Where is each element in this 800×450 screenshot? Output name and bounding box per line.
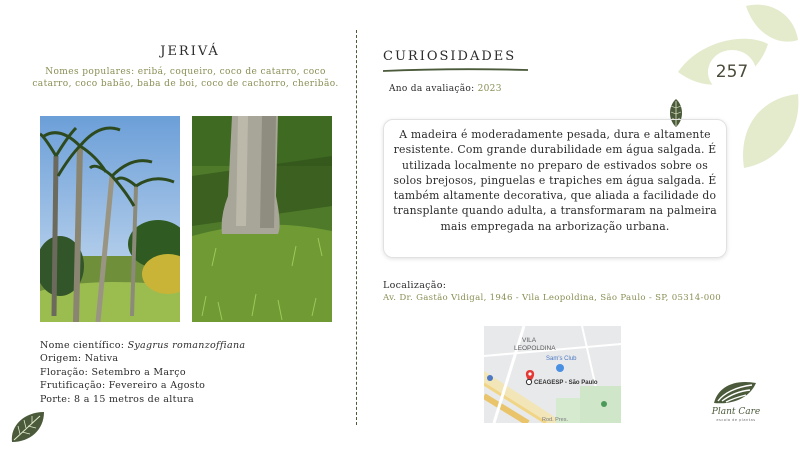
map-poi-label: Sam's Club (546, 356, 577, 362)
plant-facts (40, 339, 330, 406)
title-underline (383, 68, 528, 73)
fruiting-row: Frutificação: Fevereiro a Agosto (40, 380, 206, 392)
palm-trunk-photo (192, 116, 332, 322)
size-row: Porte: 8 a 15 metros de altura (40, 393, 194, 405)
map-district-label: VILA (522, 337, 537, 344)
origin-row: Origem: Nativa (40, 353, 119, 365)
map-main-poi-label: CEAGESP - São Paulo (534, 380, 598, 386)
popular-names: Nomes populares: eribá, coqueiro, coco de catarro, coco catarro, coco babão, baba de boi, coco de cachorro, cheribão. (32, 67, 339, 89)
location-map[interactable] (484, 326, 621, 423)
location-label: Localização: (383, 280, 447, 291)
brand-tagline: escola de plantas (716, 418, 756, 422)
curiosities-title: CURIOSIDADES (383, 49, 517, 64)
scientific-name-row: Nome científico: Syagrus romanzoffiana (40, 340, 246, 351)
map-district-label: LEOPOLDINA (514, 345, 556, 352)
location-address[interactable]: Av. Dr. Gastão Vidigal, 1946 - Vila Leopoldina, São Paulo - SP, 05314-000 (383, 293, 722, 303)
curiosities-box (383, 119, 727, 258)
column-divider (356, 30, 357, 425)
brand-name: Plant Care (711, 407, 761, 417)
plant-care-logo-icon (712, 379, 760, 405)
flowering-row: Floração: Setembro a Março (40, 366, 186, 378)
map-road-label: Rod. Pres. (542, 417, 568, 423)
curiosities-text: A madeira é moderadamente pesada, dura e altamente resistente. Com grande durabilidade em água salgada. É utilizada localmente no preparo de estivados sobre os solos brejosos, pinguelas e trapiches em água salgada. É também altamente decorativa, que aliada a facilidade do transplante quando adulta, a transformaram na palmeira mais empregada na arborização urbana. (393, 128, 717, 233)
palm-trees-photo (40, 116, 180, 322)
leaf-icon (8, 408, 48, 446)
evaluation-year: Ano da avaliação: 2023 (389, 84, 502, 94)
plant-title: JERIVÁ (160, 44, 220, 59)
evaluation-number-badge: 257 (708, 50, 756, 94)
scientific-name: Syagrus romanzoffiana (127, 340, 246, 351)
